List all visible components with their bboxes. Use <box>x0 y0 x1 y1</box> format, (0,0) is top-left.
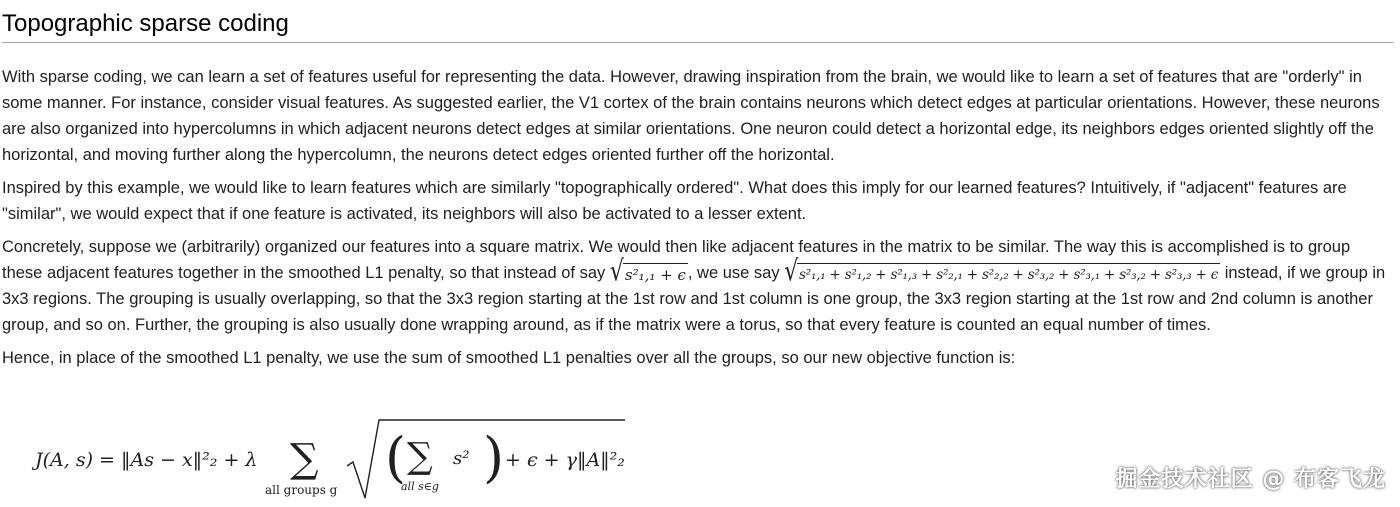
left-paren-icon: ( <box>385 426 407 489</box>
paragraph-1: With sparse coding, we can learn a set of features useful for representing the data. However, drawing inspiration from the brain, we would like to learn a set of features that are "orderly" in some manner. For instance, consider visual features. As suggested earlier, the V1 cortex of the brain contains neurons which detect edges at particular orientations. However, these neurons are also organized into hypercolumns in which adjacent neurons detect edges at similar orientations. One neuron could detect a horizontal edge, its neighbors edges oriented slightly off the horizontal, and moving further along the hypercolumn, the neurons detect edges oriented further off the horizontal. <box>2 68 1380 164</box>
article-content <box>2 8 1394 378</box>
paragraph-3-text-after: instead, if we group in 3x3 regions. The grouping is usually overlapping, so that the 3x3 region starting at the 1st row and 1st column is one group, the 3x3 region starting at the 1st row and 2nd column is another group, and so on. Further, the grouping is also usually done wrapping around, as if the matrix were a torus, so that every feature is counted an equal number of times. <box>2 264 1386 334</box>
paragraph-3-text-before: Concretely, suppose we (arbitrarily) organized our features into a square matrix. We would then like adjacent features in the matrix to be similar. The way this is accomplished is to group these adjacent features together in the smoothed L1 penalty, so that instead of say <box>2 238 1351 282</box>
right-paren-icon: ) <box>483 426 505 489</box>
inner-sum-icon: ∑ <box>407 436 433 477</box>
single-term-formula <box>609 256 688 289</box>
watermark: 掘金技术社区 @ 布客飞龙 <box>1115 467 1386 492</box>
objective-function-svg <box>35 418 635 504</box>
paragraph-3 <box>2 234 1394 338</box>
paragraph-3-text-middle: , we use say <box>687 264 785 282</box>
paragraph-4: Hence, in place of the smoothed L1 penalty, we use the sum of smoothed L1 penalties over all the groups, so our new objective function is: <box>2 349 1016 367</box>
objective-function-formula <box>35 418 635 507</box>
grouped-terms-radicand: s²₁,₁ + s²₁,₂ + s²₁,₃ + s²₂,₁ + s²₂,₂ + s²₃,₂ + s²₃,₁ + s²₃,₂ + s²₃,₃ + ϵ <box>797 263 1220 284</box>
grouped-terms-formula <box>784 256 1220 289</box>
single-term-radicand: s²₁,₁ + ϵ <box>623 263 688 284</box>
section-heading: Topographic sparse coding <box>2 8 1394 43</box>
objective-lhs: J(A, s) = ‖As − x‖²₂ + λ <box>35 449 258 471</box>
sqrt-icon: √ <box>784 256 799 289</box>
sum-icon: ∑ <box>290 436 319 482</box>
outer-sum-label: all groups g <box>265 483 338 497</box>
sqrt-icon: √ <box>609 256 624 289</box>
inner-sum-term: s² <box>453 448 470 469</box>
paragraph-2: Inspired by this example, we would like to learn features which are similarly "topographically ordered". What does this imply for our learned features? Intuitively, if "adjacent" features are "similar", we would expect that if one feature is activated, its neighbors will also be activated to a lesser extent. <box>2 179 1347 223</box>
objective-rhs: + ϵ + γ‖A‖²₂ <box>505 449 625 471</box>
inner-sum-label: all s∈g <box>401 480 439 493</box>
